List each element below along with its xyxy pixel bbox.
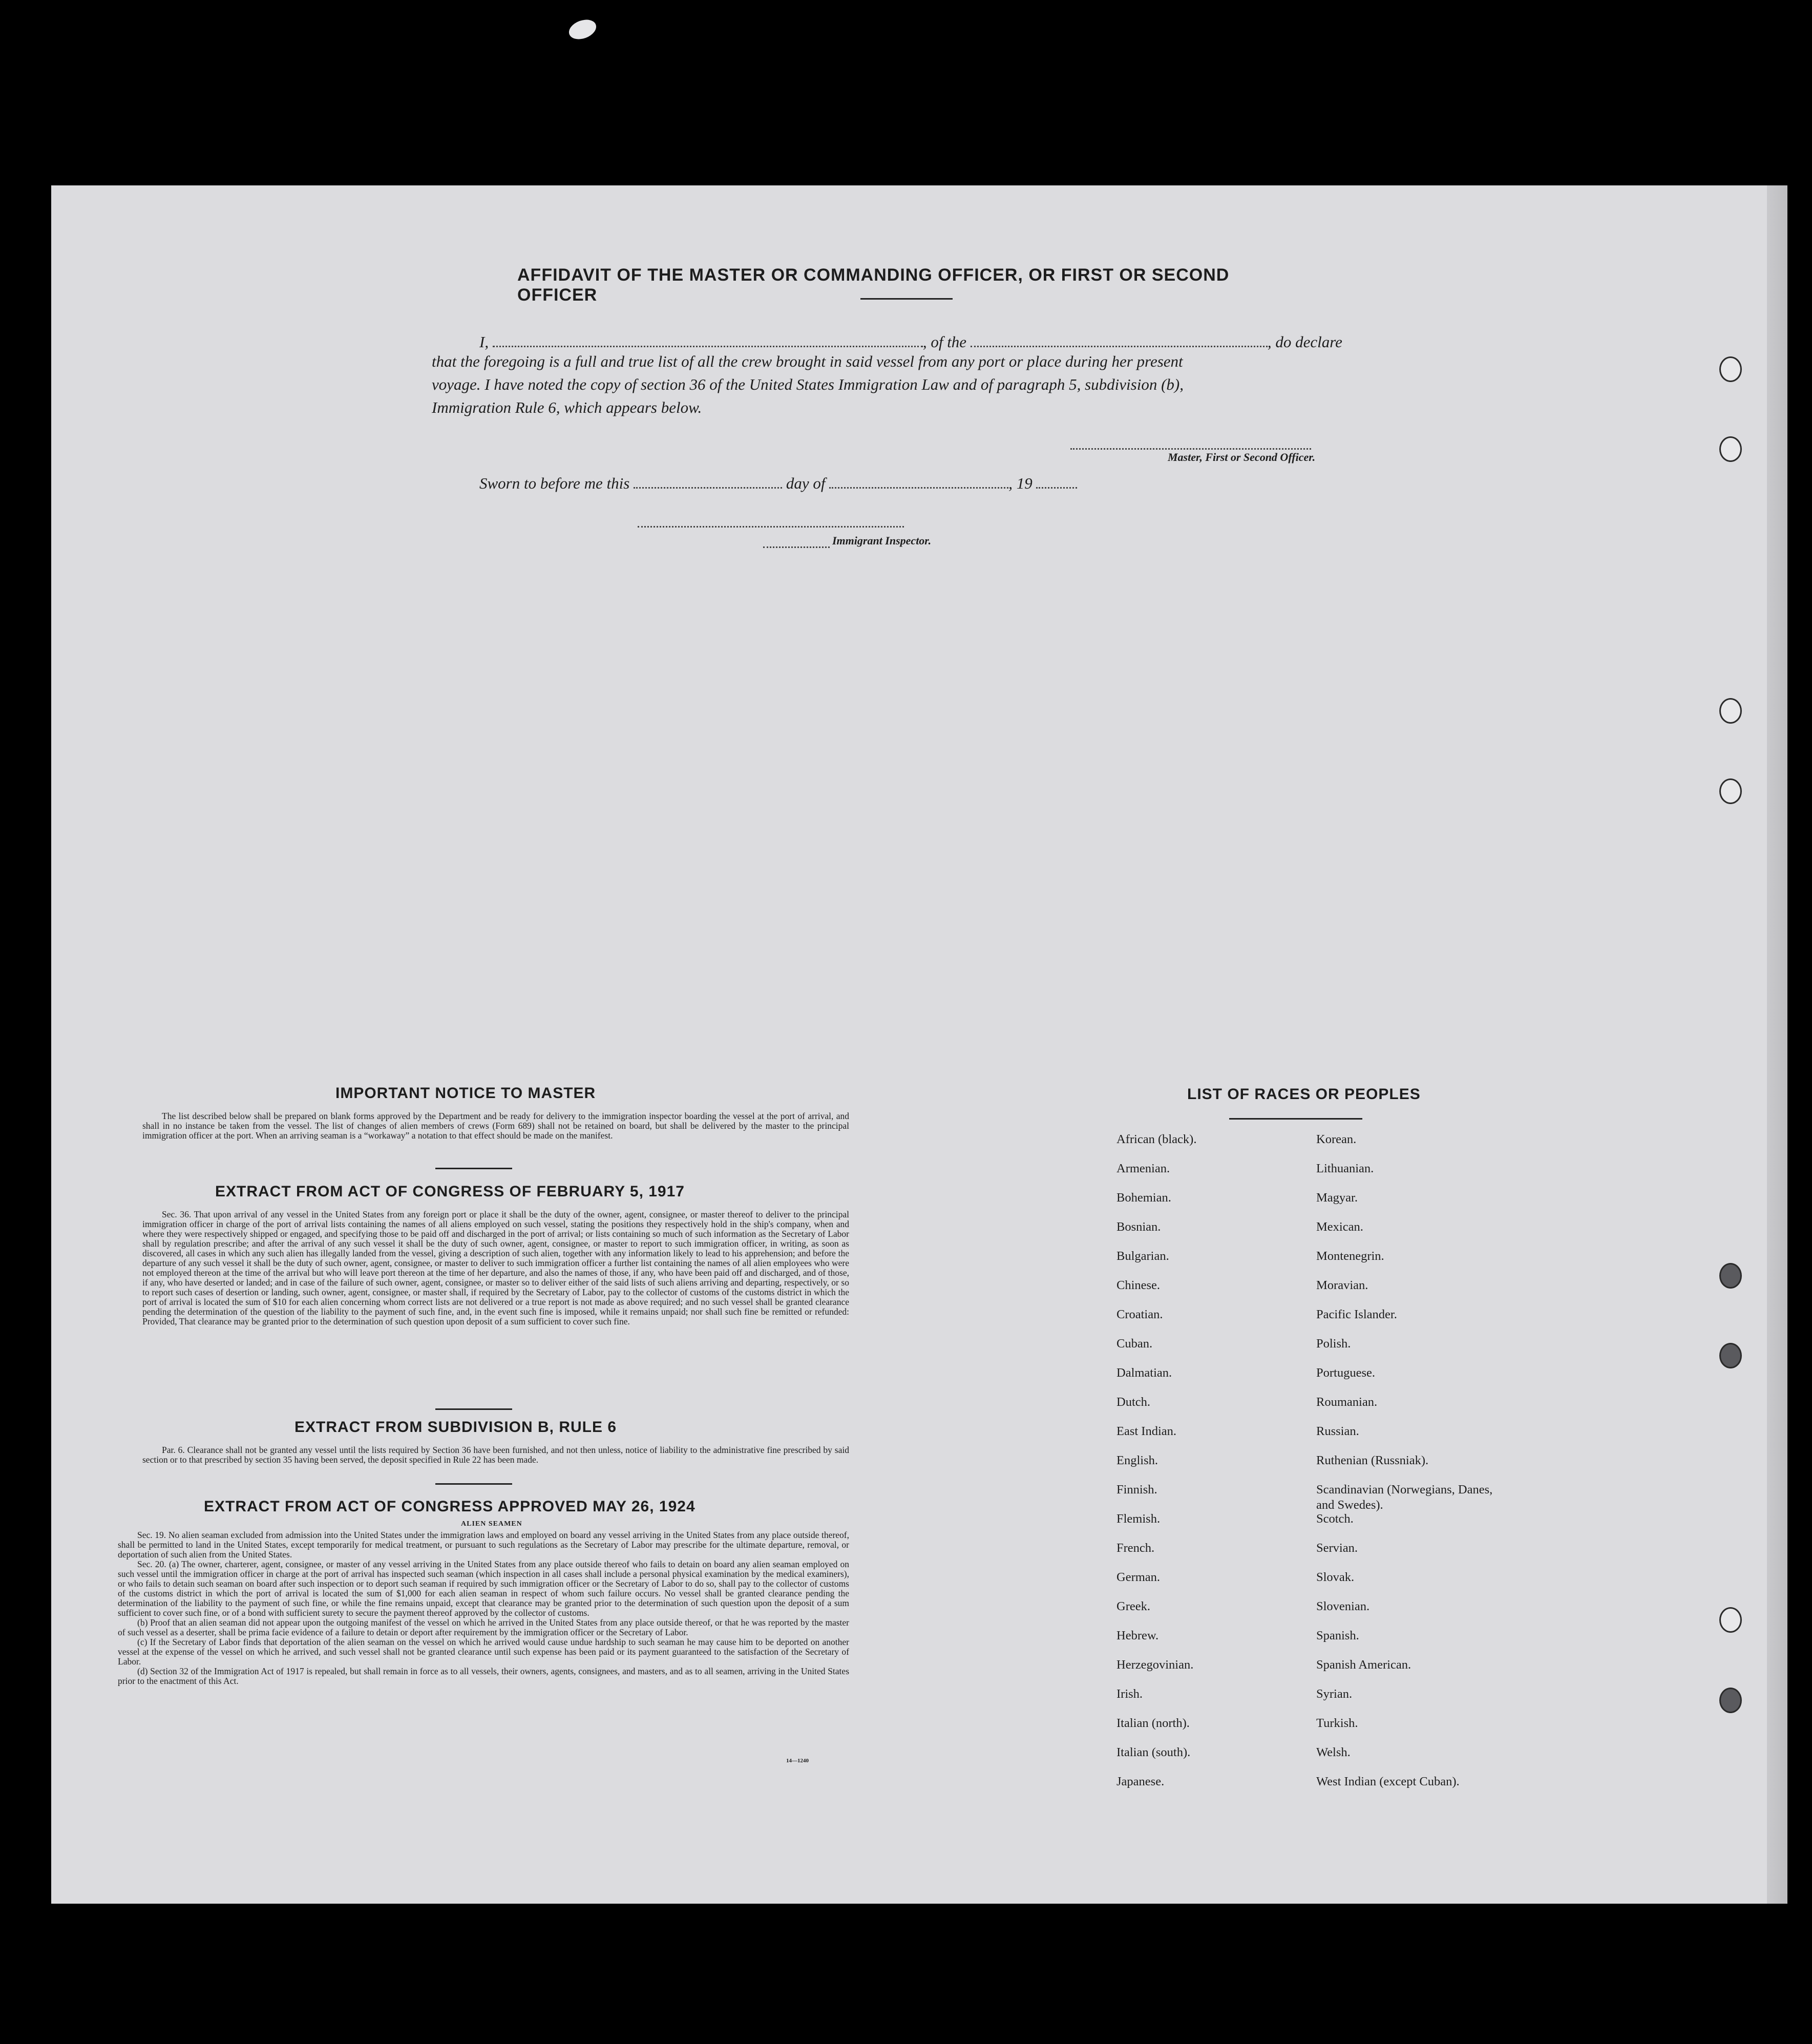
race-item: Irish.: [1116, 1687, 1143, 1701]
race-item: Scotch.: [1316, 1512, 1354, 1526]
inspector-label: Immigrant Inspector.: [832, 534, 932, 547]
race-item: French.: [1116, 1541, 1155, 1555]
race-item: Montenegrin.: [1316, 1249, 1384, 1263]
notice-title: IMPORTANT NOTICE TO MASTER: [335, 1085, 596, 1102]
sec-20b-paragraph: (b) Proof that an alien seaman did not appear upon the outgoing manifest of the vessel on which he arrived in the United States from any place outside thereof, or that he was reported by the master of such vessel as a deserter, shall be prima facie evidence of a failure to detain or deport after requirement by the immigration officer or the Secretary of Labor.: [118, 1617, 849, 1637]
race-item: Polish.: [1316, 1337, 1351, 1351]
race-item: Turkish.: [1316, 1716, 1358, 1730]
alien-seamen-subtitle: ALIEN SEAMEN: [461, 1520, 522, 1528]
notice-text: [142, 1111, 849, 1141]
punch-hole: [1719, 778, 1742, 804]
affidavit-line-4: Immigration Rule 6, which appears below.: [432, 398, 702, 416]
inspector-short-line: [763, 546, 830, 548]
punch-hole: [1719, 698, 1742, 724]
race-item: Italian (south).: [1116, 1745, 1191, 1759]
sec-19-paragraph: Sec. 19. No alien seaman excluded from admission into the United States under the immigration laws and employed on board any vessel arriving in the United States from any place outside thereof, shall be permitted to land in the United States, except temporarily for medical treatment, or pursuant to such regulations as the Secretary of Labor may prescribe for the ultimate departure, removal, or deportation of such alien from the United States.: [118, 1530, 849, 1560]
title-rule: [860, 298, 953, 300]
section-rule: [435, 1483, 512, 1485]
race-item: Korean.: [1316, 1132, 1357, 1146]
race-item: Spanish.: [1316, 1629, 1359, 1642]
race-item: Armenian.: [1116, 1162, 1170, 1175]
race-item: African (black).: [1116, 1132, 1197, 1146]
affidavit-line-2: that the foregoing is a full and true list of all the crew brought in said vessel from any port or place during her present: [432, 352, 1183, 370]
section-rule: [435, 1168, 512, 1169]
race-item: Greek.: [1116, 1599, 1150, 1613]
section-rule: [435, 1408, 512, 1410]
vessel-blank: [971, 346, 1268, 347]
race-item: Bohemian.: [1116, 1191, 1171, 1205]
race-item: Portuguese.: [1316, 1366, 1375, 1380]
master-signature-line: [1070, 448, 1311, 450]
race-item: Pacific Islander.: [1316, 1308, 1397, 1321]
master-label: Master, First or Second Officer.: [1168, 451, 1316, 463]
races-list: [1116, 1132, 1506, 1803]
page-edge: [1767, 185, 1787, 1904]
name-blank: [493, 346, 923, 347]
year-text: , 19: [1008, 474, 1033, 492]
race-item: German.: [1116, 1570, 1161, 1584]
race-item: Magyar.: [1316, 1191, 1358, 1205]
affidavit-of-the: , of the: [922, 333, 967, 351]
sec-20a-paragraph: Sec. 20. (a) The owner, charterer, agent, consignee, or master of any vessel arriving in the United States from any place outside thereof who fails to detain on board any alien seaman employed on such vessel until the immigration officer in charge at the port of arrival has inspected such seaman (which inspection in all cases shall include a personal physical examination by the medical examiners), or who fails to detain such seaman on board after such inspection or to deport such seaman if required by such immigration officer or the Secretary of Labor to do so, shall pay to the collector of customs of the customs district in which the port of arrival is located the sum of $1,000 for each alien seaman in respect of whom such failure occurs. No vessel shall be granted clearance pending the determination of the liability to the payment of such fine, or while the fine remains unpaid, except that clearance may be granted prior to the determination of such question upon the deposit of a sum sufficient to cover such fine, or of a bond with sufficient surety to secure the payment thereof approved by the collector of customs.: [118, 1559, 849, 1618]
year-blank: [1036, 487, 1077, 489]
affidavit-line-3: voyage. I have noted the copy of section 36 of the United States Immigration Law and of paragraph 5, subdivision (b),: [432, 375, 1184, 393]
sec-20d-paragraph: (d) Section 32 of the Immigration Act of 1917 is repealed, but shall remain in force as to all vessels, their owners, agents, consignees, and masters, and as to all seamen, arriving in the United States prior to the enactment of this Act.: [118, 1666, 849, 1686]
form-number: 14—1240: [786, 1758, 809, 1764]
month-blank: [829, 487, 1008, 489]
dust-speck: [566, 16, 599, 43]
race-item: Roumanian.: [1316, 1395, 1378, 1409]
races-rule: [1229, 1118, 1362, 1120]
race-item: Spanish American.: [1316, 1658, 1411, 1672]
par-6-paragraph: Par. 6. Clearance shall not be granted any vessel until the lists required by Section 36 have been furnished, and not then unless, notice of liability to the administrative fine prescribed by said section or to that prescribed by section 35 having been served, the deposit specified in Rule 22 has been made.: [142, 1445, 849, 1465]
race-item: Ruthenian (Russniak).: [1316, 1453, 1429, 1467]
extract-1924-title: EXTRACT FROM ACT OF CONGRESS APPROVED MAY 26, 1924: [204, 1498, 696, 1515]
affidavit-declare: , do declare: [1267, 333, 1342, 351]
race-item: Croatian.: [1116, 1308, 1163, 1321]
affidavit-title: AFFIDAVIT OF THE MASTER OR COMMANDING OFFICER, OR FIRST OR SECOND OFFICER: [517, 265, 1230, 305]
race-item: Russian.: [1316, 1424, 1359, 1438]
race-item: East Indian.: [1116, 1424, 1177, 1438]
punch-hole: [1719, 1688, 1742, 1713]
affidavit-line-1: [479, 333, 1342, 351]
extract-rule6-title: EXTRACT FROM SUBDIVISION B, RULE 6: [294, 1419, 617, 1436]
race-item: Welsh.: [1316, 1745, 1351, 1759]
race-item: Syrian.: [1316, 1687, 1353, 1701]
race-item: Mexican.: [1316, 1220, 1363, 1234]
extract-rule6-text: [142, 1445, 849, 1465]
race-item: Chinese.: [1116, 1278, 1161, 1292]
race-item: English.: [1116, 1453, 1158, 1467]
race-item: Moravian.: [1316, 1278, 1368, 1292]
race-item: Bosnian.: [1116, 1220, 1161, 1234]
race-item: West Indian (except Cuban).: [1316, 1775, 1460, 1788]
race-item: Italian (north).: [1116, 1716, 1190, 1730]
race-item: Dalmatian.: [1116, 1366, 1172, 1380]
race-item: Flemish.: [1116, 1512, 1161, 1526]
punch-hole: [1719, 1263, 1742, 1289]
sworn-text: Sworn to before me this: [479, 474, 630, 492]
race-item: Japanese.: [1116, 1775, 1165, 1788]
day-of-text: day of: [786, 474, 826, 492]
race-item: Slovak.: [1316, 1570, 1355, 1584]
race-item: Dutch.: [1116, 1395, 1150, 1409]
inspector-signature-line: [638, 526, 904, 528]
punch-hole: [1719, 356, 1742, 382]
affidavit-i: I,: [479, 333, 489, 351]
extract-1917-text: [142, 1210, 849, 1326]
race-item: Bulgarian.: [1116, 1249, 1169, 1263]
sec-20c-paragraph: (c) If the Secretary of Labor finds that deportation of the alien seaman on the vessel on which he arrived would cause undue hardship to such seaman he may cause him to be deported on another vessel at the expense of the vessel on which he arrived, and such vessel shall not be granted clearance until such expense has been paid or its payment guaranteed to the satisfaction of the Secretary of Labor.: [118, 1637, 849, 1667]
extract-1924-text: [118, 1530, 849, 1686]
notice-paragraph: The list described below shall be prepared on blank forms approved by the Department and be ready for delivery to the immigration inspector boarding the vessel at the port of arrival, and shall in no instance be taken from the vessel. The list of changes of alien members of crews (Form 689) shall not be retained on board, but shall be delivered by the master to the principal immigration officer at the port. When an arriving seaman is a “workaway” a notation to that effect should be made on the manifest.: [142, 1111, 849, 1141]
sec-36-paragraph: Sec. 36. That upon arrival of any vessel in the United States from any foreign port or place it shall be the duty of the owner, agent, consignee, or master thereof to deliver to the principal immigration officer in charge of the port of arrival lists containing the names of all aliens employed on such vessel, stating the positions they respectively hold in the ship's company, when and where they were respectively shipped or engaged, and specifying those to be paid off and discharged in the port of arrival; or lists containing so much of such information as the Secretary of Labor shall by regulation prescribe; and after the arrival of any such vessel it shall be the duty of such owner, agent, consignee, or master to report to such immigration officer, in writing, as soon as discovered, all cases in which any such alien has illegally landed from the vessel, giving a description of such alien, together with any information likely to lead to his apprehension; and before the departure of any such vessel it shall be the duty of such owner, agent, consignee, or master to deliver to such immigration officer a further list containing the names of all alien employees who were not employed thereon at the time of the arrival but who will leave port thereon at the time of her departure, and also the names of those, if any, who have been paid off and discharged, and of those, if any, who have deserted or landed; and in case of the failure of such owner, agent, consignee, or master so to deliver either of the said lists of such aliens arriving and departing, respectively, or so to report such cases of desertion or landing, such owner, agent, consignee, or master shall, if required by the Secretary of Labor, pay to the collector of customs of the customs district in which the port of arrival is located the sum of $10 for each alien concerning whom correct lists are not delivered or a true report is not made as above required; and no such vessel shall be granted clearance pending the determination of the question of the liability to the payment of such fine, and, in the event such fine is imposed, while it remains unpaid; nor shall such fine be remitted or refunded: Provided, That clearance may be granted prior to the determination of such question upon deposit of a sum sufficient to cover such fine.: [142, 1209, 849, 1326]
extract-1917-title: EXTRACT FROM ACT OF CONGRESS OF FEBRUARY 5, 1917: [215, 1183, 685, 1200]
race-item: Scandinavian (Norwegians, Danes, and Swedes).: [1316, 1483, 1493, 1512]
day-blank: [634, 487, 782, 489]
races-title: LIST OF RACES OR PEOPLES: [1187, 1086, 1421, 1103]
race-item: Finnish.: [1116, 1483, 1157, 1497]
race-item: Herzegovinian.: [1116, 1658, 1194, 1672]
race-item: Cuban.: [1116, 1337, 1153, 1351]
sworn-line: [479, 474, 1077, 493]
punch-hole: [1719, 436, 1742, 462]
race-item: Servian.: [1316, 1541, 1358, 1555]
punch-hole: [1719, 1607, 1742, 1633]
race-item: Hebrew.: [1116, 1629, 1159, 1642]
race-item: Slovenian.: [1316, 1599, 1370, 1613]
punch-hole: [1719, 1343, 1742, 1368]
race-item: Lithuanian.: [1316, 1162, 1374, 1175]
